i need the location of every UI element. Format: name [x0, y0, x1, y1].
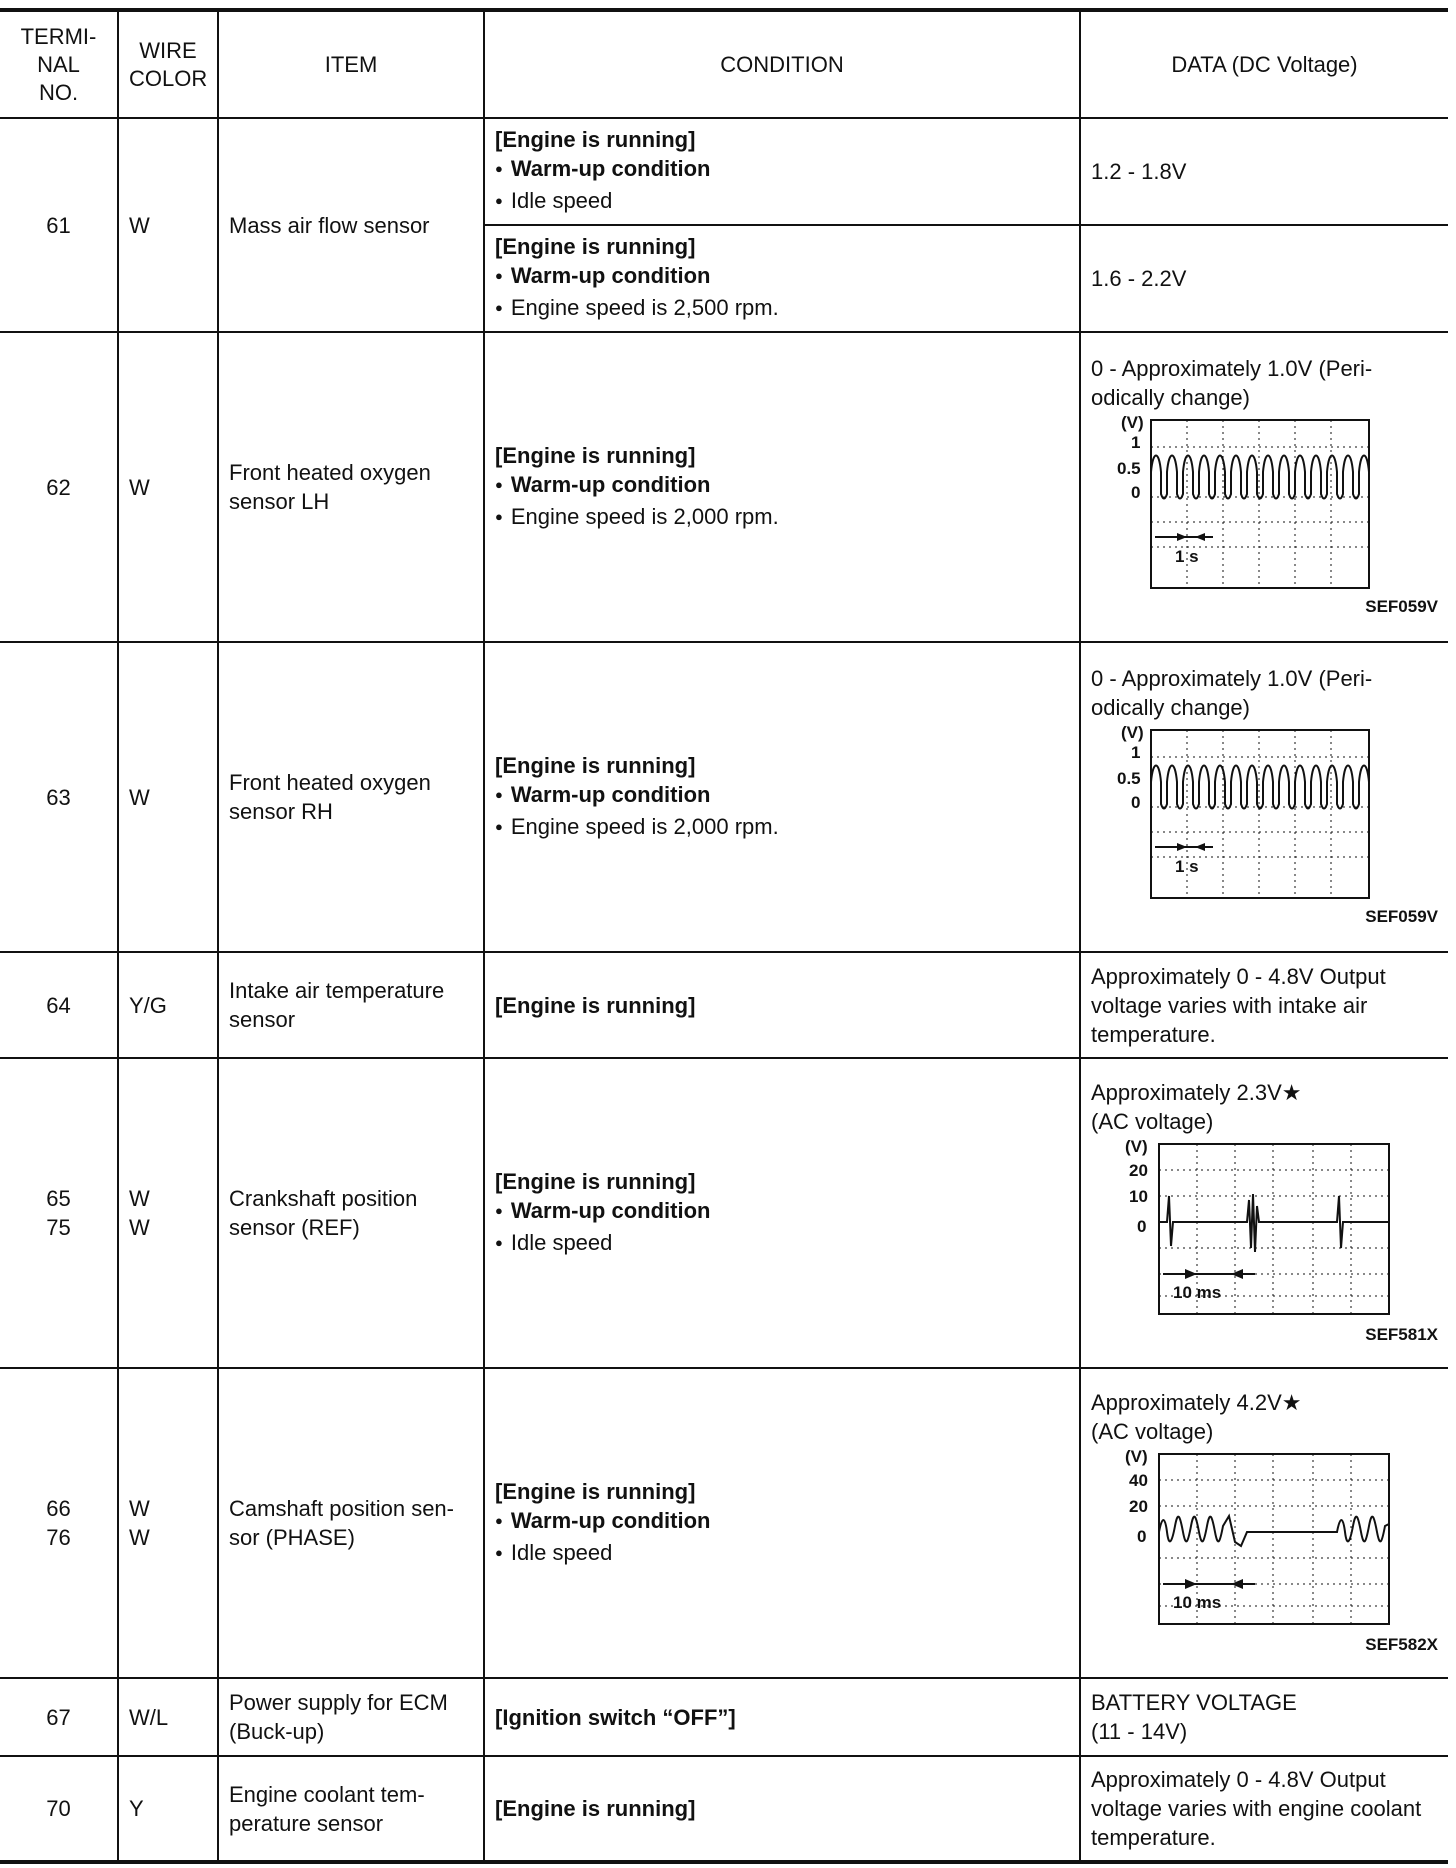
svg-text:(V): (V)	[1125, 1136, 1148, 1156]
condition-bullet: ● Engine speed is 2,000 rpm.	[495, 502, 1069, 534]
condition-head: [Engine is running]	[495, 1168, 696, 1194]
condition-head: [Engine is running]	[495, 1478, 696, 1504]
condition-bullet: ● Idle speed	[495, 186, 1069, 218]
data-value	[1080, 1058, 1448, 1368]
svg-text:0: 0	[1137, 1526, 1147, 1546]
svg-text:10 ms: 10 ms	[1173, 1592, 1222, 1612]
condition-head: [Engine is running]	[495, 992, 696, 1018]
header-row	[0, 10, 1448, 118]
svg-text:(V): (V)	[1121, 412, 1144, 432]
condition	[484, 118, 1080, 225]
svg-text:0: 0	[1131, 482, 1141, 502]
terminal-no: 67	[0, 1678, 118, 1756]
condition-bullet: ● Warm-up condition	[495, 261, 1069, 293]
table-row	[0, 332, 1448, 642]
svg-text:1: 1	[1131, 432, 1141, 452]
svg-text:10: 10	[1129, 1186, 1148, 1206]
header-item: ITEM	[218, 10, 484, 118]
data-text: 0 - Approximately 1.0V (Peri-odically change)	[1091, 355, 1373, 410]
figure-code: SEF582X	[1365, 1634, 1438, 1654]
terminal-no: 65 75	[0, 1058, 118, 1368]
svg-text:1: 1	[1131, 742, 1141, 762]
table-row	[0, 1368, 1448, 1678]
terminal-no: 61	[0, 118, 118, 332]
wire-color: W W	[118, 1368, 218, 1678]
data-text: (AC voltage)	[1091, 1108, 1214, 1134]
data-value	[1080, 1678, 1448, 1756]
terminal-data-table	[0, 8, 1448, 1864]
table-row	[0, 952, 1448, 1058]
item: Crankshaft position sensor (REF)	[218, 1058, 484, 1368]
crankshaft-sensor-waveform	[1091, 1136, 1438, 1349]
wire-color: Y/G	[118, 952, 218, 1058]
condition-bullet: ● Engine speed is 2,000 rpm.	[495, 812, 1069, 844]
table-row	[0, 1058, 1448, 1368]
data-value: 1.2 - 1.8V	[1080, 118, 1448, 225]
svg-text:20: 20	[1129, 1160, 1148, 1180]
data-value	[1080, 642, 1448, 952]
data-value	[1080, 1368, 1448, 1678]
condition-bullet: ● Warm-up condition	[495, 470, 1069, 502]
condition-head: [Engine is running]	[495, 234, 696, 259]
condition	[484, 642, 1080, 952]
svg-text:0.5: 0.5	[1117, 768, 1141, 788]
figure-code: SEF059V	[1365, 906, 1438, 926]
figure-code: SEF059V	[1365, 596, 1438, 616]
condition	[484, 1678, 1080, 1756]
condition-head: [Engine is running]	[495, 1796, 696, 1821]
wire-color: Y	[118, 1756, 218, 1862]
oxygen-sensor-waveform	[1091, 412, 1438, 621]
data-text: (AC voltage)	[1091, 1418, 1214, 1444]
wire-color: W	[118, 642, 218, 952]
terminal-no: 64	[0, 952, 118, 1058]
svg-text:1 s: 1 s	[1175, 856, 1199, 876]
condition-head: [Engine is running]	[495, 442, 696, 468]
header-terminal-no: TERMI- NAL NO.	[0, 10, 118, 118]
table-row	[0, 1678, 1448, 1756]
condition-bullet: ● Engine speed is 2,500 rpm.	[495, 293, 1069, 325]
figure-code: SEF581X	[1365, 1324, 1438, 1344]
svg-text:0: 0	[1137, 1216, 1147, 1236]
terminal-no: 62	[0, 332, 118, 642]
condition	[484, 1368, 1080, 1678]
terminal-no: 66 76	[0, 1368, 118, 1678]
condition	[484, 225, 1080, 332]
item: Camshaft position sen-sor (PHASE)	[218, 1368, 484, 1678]
data-text: (11 - 14V)	[1091, 1719, 1188, 1744]
data-value: 1.6 - 2.2V	[1080, 225, 1448, 332]
condition-head: [Ignition switch “OFF”]	[495, 1704, 736, 1730]
data-text: Approximately 4.2V★	[1091, 1389, 1302, 1415]
svg-text:20: 20	[1129, 1496, 1148, 1516]
svg-text:(V): (V)	[1125, 1446, 1148, 1466]
item: Mass air flow sensor	[218, 118, 484, 332]
condition	[484, 952, 1080, 1058]
condition-bullet: ● Idle speed	[495, 1538, 1069, 1570]
svg-text:1 s: 1 s	[1175, 546, 1199, 566]
terminal-no: 70	[0, 1756, 118, 1862]
data-value	[1080, 332, 1448, 642]
condition	[484, 1756, 1080, 1862]
item: Front heated oxygen sensor LH	[218, 332, 484, 642]
header-condition: CONDITION	[484, 10, 1080, 118]
condition-bullet: ● Warm-up condition	[495, 1506, 1069, 1538]
table-row	[0, 642, 1448, 952]
data-text: 0 - Approximately 1.0V (Peri-odically change)	[1091, 665, 1373, 720]
item: Intake air temperature sensor	[218, 952, 484, 1058]
terminal-no: 63	[0, 642, 118, 952]
data-text: Approximately 2.3V★	[1091, 1079, 1302, 1105]
condition-head: [Engine is running]	[495, 127, 696, 152]
wire-color: W W	[118, 1058, 218, 1368]
table-row	[0, 1756, 1448, 1862]
camshaft-sensor-waveform	[1091, 1446, 1438, 1659]
header-wire-color: WIRE COLOR	[118, 10, 218, 118]
svg-text:0: 0	[1131, 792, 1141, 812]
item: Engine coolant tem-perature sensor	[218, 1756, 484, 1862]
condition-bullet: ● Warm-up condition	[495, 780, 1069, 812]
data-value: Approximately 0 - 4.8V Output voltage varies with engine coolant temperature.	[1080, 1756, 1448, 1862]
condition	[484, 1058, 1080, 1368]
header-data: DATA (DC Voltage)	[1080, 10, 1448, 118]
wire-color: W	[118, 118, 218, 332]
data-value: Approximately 0 - 4.8V Output voltage varies with intake air temperature.	[1080, 952, 1448, 1058]
condition-bullet: ● Warm-up condition	[495, 1196, 1069, 1228]
data-text: BATTERY VOLTAGE	[1091, 1690, 1297, 1715]
item: Power supply for ECM (Buck-up)	[218, 1678, 484, 1756]
condition-head: [Engine is running]	[495, 752, 696, 778]
svg-text:(V): (V)	[1121, 722, 1144, 742]
svg-text:0.5: 0.5	[1117, 458, 1141, 478]
wire-color: W	[118, 332, 218, 642]
condition-bullet: ● Idle speed	[495, 1228, 1069, 1260]
svg-text:40: 40	[1129, 1470, 1148, 1490]
condition	[484, 332, 1080, 642]
oxygen-sensor-waveform	[1091, 722, 1438, 931]
svg-text:10 ms: 10 ms	[1173, 1282, 1222, 1302]
condition-bullet: ● Warm-up condition	[495, 154, 1069, 186]
item: Front heated oxygen sensor RH	[218, 642, 484, 952]
table-row	[0, 118, 1448, 225]
wire-color: W/L	[118, 1678, 218, 1756]
